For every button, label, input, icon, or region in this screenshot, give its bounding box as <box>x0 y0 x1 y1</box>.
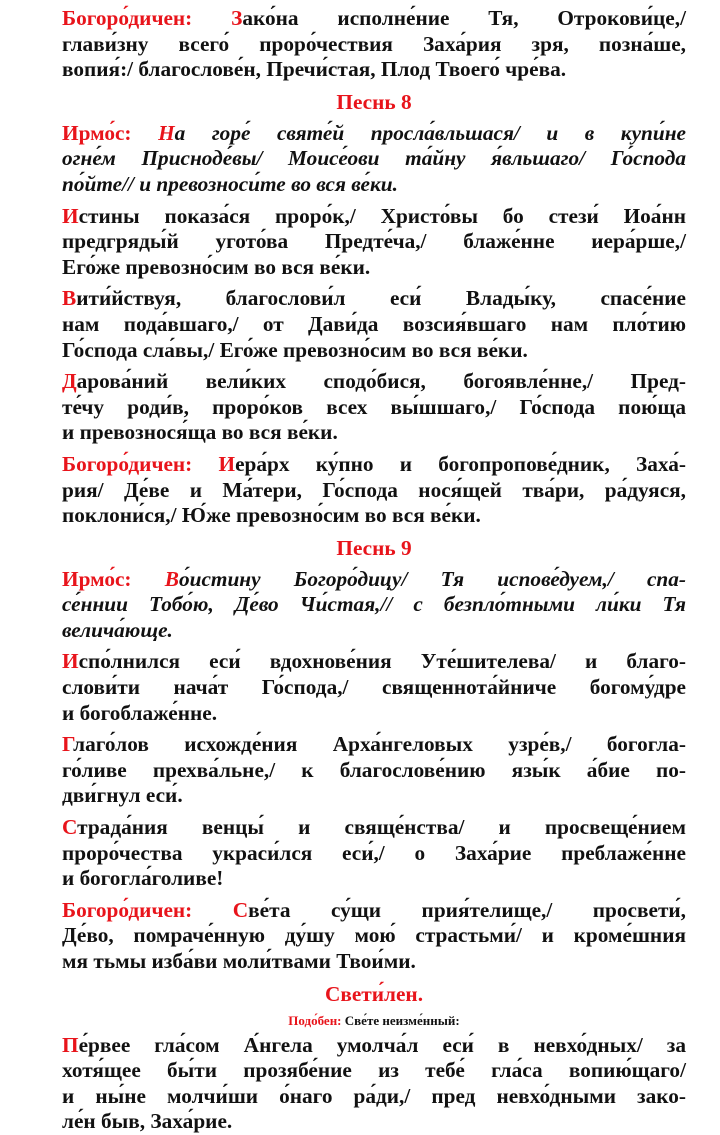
svetilen-heading: Свети́лен. <box>324 981 424 1006</box>
podoben-line: Подо́бен: Све́те неизме́нный: <box>288 1012 460 1028</box>
ode-8-heading: Песнь 8 <box>336 89 412 114</box>
irmos-paragraph: Ирмо́с: Во́истину Богоро́дицу/ Тя испове́дуем,/ спа- се́ннии Тобо́ю, Де́во Чи́стая,// с безпло́тными ли́ки Тя велича́юще. <box>62 566 686 642</box>
theotokion-paragraph: Богоро́дичен: Све́та су́щи прия́телище,/ просвети́, Де́во, помраче́нную ду́шу мою́ страстьми́/ и кроме́шния мя тьмы изба́ви моли́твами Твои́ми. <box>62 897 686 973</box>
irmos-paragraph: Ирмо́с: На горе́ святе́й просла́вльшася/ и в купи́не огне́м Присноде́вы/ Моисе́ови та́йну я́вльшаго/ Го́спода по́йте// и превозноси́те во вся ве́ки. <box>62 120 687 196</box>
theotokion-paragraph: Богоро́дичен: Иера́рх ку́пно и богопропове́дник, Заха́- рия/ Де́ве и Ма́тери, Го́спода нося́щей тва́ри, ра́дуяся, поклони́ся,/ Ю́же превозно́сим во вся ве́ки. <box>62 451 686 528</box>
troparion-paragraph: Страда́ния венцы́ и свяще́нства/ и просвеще́нием проро́чества украси́лся еси́,/ о Заха́рие преблаже́нне и богогла́голиве! <box>62 815 686 891</box>
troparion-paragraph: Дарова́ний вели́ких сподо́бися, богоявле́нне,/ Пред- те́чу роди́в, проро́ков всех вы́шшаго,/ Го́спода пою́ща и превознося́ща во вся ве́ки. <box>62 369 686 445</box>
theotokion-paragraph: Богоро́дичен: Зако́на исполне́ние Тя, Отрокови́це,/ глави́зну всего́ проро́чествия Заха́рия зря, позна́ше, вопия́:/ благослове́н, Пречи́стая, Плод Твоего́ чре́ва. <box>62 6 686 82</box>
ode-9-heading: Песнь 9 <box>336 535 412 560</box>
troparion-paragraph: Истины показа́ся проро́к,/ Христо́вы бо стези́ Иоа́нн предгряды́й угото́ва Предте́ча,/ блаже́нне иера́рше,/ Его́же превозно́сим во вся ве́ки. <box>62 203 686 279</box>
troparion-paragraph: Глаго́лов исхожде́ния Арха́нгеловых узре́в,/ богогла- го́ливе прехва́льне,/ к благослове́нию язы́к а́бие по- дви́гнул еси́. <box>62 732 686 808</box>
troparion-paragraph: Испо́лнился еси́ вдохнове́ния Уте́шителева/ и благо- слови́ти нача́т Го́спода,/ священнота́йниче богому́дре и богоблаже́нне. <box>62 649 686 725</box>
troparion-paragraph: Вити́йствуя, благослови́л еси́ Влады́ку, спасе́ние нам пода́вшаго,/ от Дави́да возсия́вшаго нам пло́тию Го́спода сла́вы,/ Его́же превозно́сим во вся ве́ки. <box>62 286 686 362</box>
svetilen-paragraph: Пе́рвее гла́сом А́нгела умолча́л еси́ в невхо́дных/ за хотя́щее бы́ти прозябе́ние из тебе́ гла́са вопию́щаго/ и ны́не молчи́ши о́наго ра́ди,/ пред невхо́дными зако- ле́н быв, Заха́рие. <box>62 1032 686 1134</box>
